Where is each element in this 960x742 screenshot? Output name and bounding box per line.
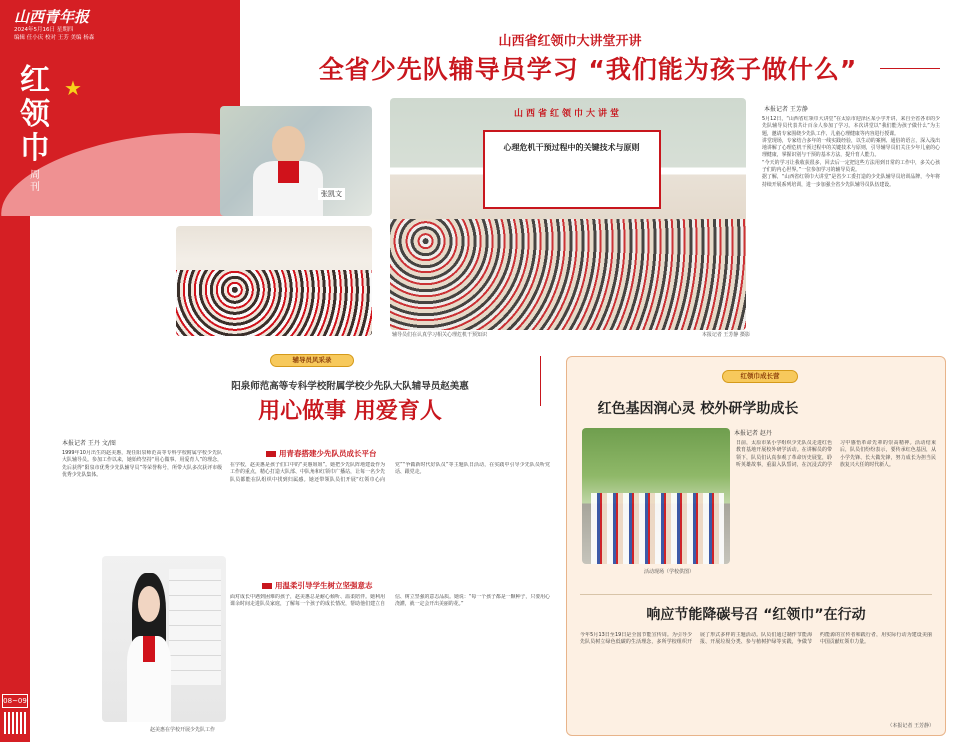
date-line: 2024年5月16日 星期四 [14,27,74,33]
profile-intro: 1999年10月出生的赵美惠，现任阳泉师范高等专科学校附属学校少先队大队辅导员。参加工作以来，她始终坚持“用心做事、用爱育人”的理念，先后获得“阳泉市优秀少先队辅导员”等荣誉称号，所带大队多次获评市级优秀少先队集体。 [62,450,222,478]
paper-name-logo: 山西青年报 [14,8,90,26]
growth-article2-body: 今年5月13日至19日是全国节能宣传周。为引导少先队员树立绿色低碳的生活理念，多所学校组织开展了形式多样的主题活动。队员们通过制作节能海报、开展垃圾分类、参与植树护绿等实践，争做节约能源的宣传者和践行者，用实际行动为建设美丽中国贡献红领巾力量。 [580,632,932,646]
growth-article1-headline: 红色基因润心灵 校外研学助成长 [597,401,799,417]
headline-rule [880,68,940,69]
profile-section2-body: 面对成长中遇到困难的孩子，赵美惠总是耐心倾听、温柔陪伴。她利用课余时间走进队员家庭，了解每一个孩子的成长情况，帮助他们建立自信、树立坚强的意志品质。她说：“每一个孩子都是一颗种子，只要用心浇灌，就一定会开出美丽的花。” [230,594,550,608]
photo-lecturer [220,106,372,216]
vertical-subtitle [30,170,40,194]
growth-photo-caption: 活动现场（学校供图） [643,569,694,575]
paragraph: 5月12日，“山西省红领巾大讲堂”在太原市迎泽区某小学开讲，来自全省各市的少先队辅导员代表共计百余人参加了学习。本次讲堂以“我们能为孩子做什么”为主题，邀请专家围绕少先队工作、儿童心理健康等内容进行授课。 [762,116,940,137]
growth-article1-byline: 本报记者 赵丹 [734,430,772,437]
growth-badge: 红领巾成长营 [722,370,798,383]
photo-crowd [390,219,746,330]
photo-crowd [591,493,724,564]
photo-portrait [102,556,226,722]
vertical-title-char: 巾 [20,131,50,166]
masthead-info [14,26,124,42]
editor-line: 编辑 任小庆 校对 王芳 美编 杨森 [14,35,95,41]
profile-kicker: 阳泉师范高等专科学校附属学校少先队大队辅导员赵美惠 [231,381,469,392]
photo-crowd [176,270,372,336]
profile-section1-body: 在学校，赵美惠是孩子们口中的“美惠姐姐”。她把少先队阵地建设作为工作的重点，精心打造大队部、中队角和红领巾广播站，让每一名少先队员都能在队组织中找到归属感。她还带领队员们开展“红领巾心向党”“争做新时代好队员”等主题队日活动，在实践中引导少先队员听党话、跟党走。 [230,462,550,483]
profile-byline: 本报记者 王丹 文/图 [62,440,116,447]
left-red-bar [0,216,30,742]
photo-trainees [176,226,372,336]
photo-lecture-hall [390,98,746,330]
photo-figure [272,126,305,166]
qr-code-icon [4,712,26,734]
projector-screen [483,130,661,209]
paragraph: 据了解，“山西省红领巾大讲堂”是省少工委打造的少先队辅导员培训品牌，今年将持续开展系列培训，进一步加强全省少先队辅导员队伍建设。 [762,174,940,188]
profile-headline: 用心做事 用爱育人 [258,399,442,424]
star-icon: ★ [64,76,82,100]
profile-badge: 辅导员风采录 [270,354,354,367]
growth-article2-headline: 响应节能降碳号召 “红领巾”在行动 [646,607,866,623]
display-board [169,569,221,685]
top-kicker: 山西省红领巾大讲堂开讲 [498,34,642,49]
top-byline: 本报记者 王芳静 [764,106,808,113]
growth-article2-credit: （本报记者 王芳静） [887,723,934,729]
vertical-title-char: 领 [20,97,50,132]
vertical-title-char: 红 [20,63,50,98]
section-rule [540,356,541,406]
portrait-caption: 赵美惠在学校开展少先队工作 [150,727,216,733]
screen-title: 心理危机干预过程中的关键技术与原则 [503,143,640,153]
top-article-body [762,116,940,336]
top-photo-caption: 辅导员们在认真学习相关心理危机干预知识 [392,332,488,338]
paragraph: 讲堂现场，专家结合多年的一线实践经验，以生动的案例、通俗的语言，深入浅出地讲解了心理危机干预过程中的关键技术与原则，引导辅导员们关注少年儿童的心理健康，掌握识别与干预的基本方法，提升育人能力。 [762,137,940,159]
vertical-sub-char: 周 [30,170,40,181]
growth-divider [580,594,932,595]
top-photo-credit: 本报记者 王芳静 摄影 [701,332,750,338]
profile-section1-heading: 用青春搭建少先队员成长平台 [266,448,377,459]
page-number: 08~09 [2,694,28,708]
hall-banner: 山西省红领巾大讲堂 [513,109,622,119]
vertical-sub-char: 刊 [30,182,40,193]
red-scarf [278,161,299,183]
growth-article1-body: 日前，太原市某小学组织少先队员走进红色教育基地开展校外研学活动。在讲解员的带领下，队员们认真参观了革命历史展览，聆听英雄故事，重温入队誓词，在沉浸式的学习中感悟革命先辈的崇高精神。活动结束后，队员们纷纷表示，要传承红色基因，从小学先锋、长大做先锋，努力成长为担当民族复兴大任的时代新人。 [736,440,936,468]
top-headline: 全省少先队辅导员学习 “我们能为孩子做什么” [318,55,858,84]
photo-outdoor-activity [582,428,730,564]
paragraph: “今天的学习让我收获很多，回去后一定把这些方法用到日常的工作中，多关心孩子们的内心世界。”一位参加学习的辅导员说。 [762,159,940,174]
profile-section2-heading: 用温柔引导学生树立坚强意志 [262,580,373,591]
red-scarf [143,636,155,663]
nameplate: 张凯文 [318,188,345,200]
vertical-title [20,64,50,166]
